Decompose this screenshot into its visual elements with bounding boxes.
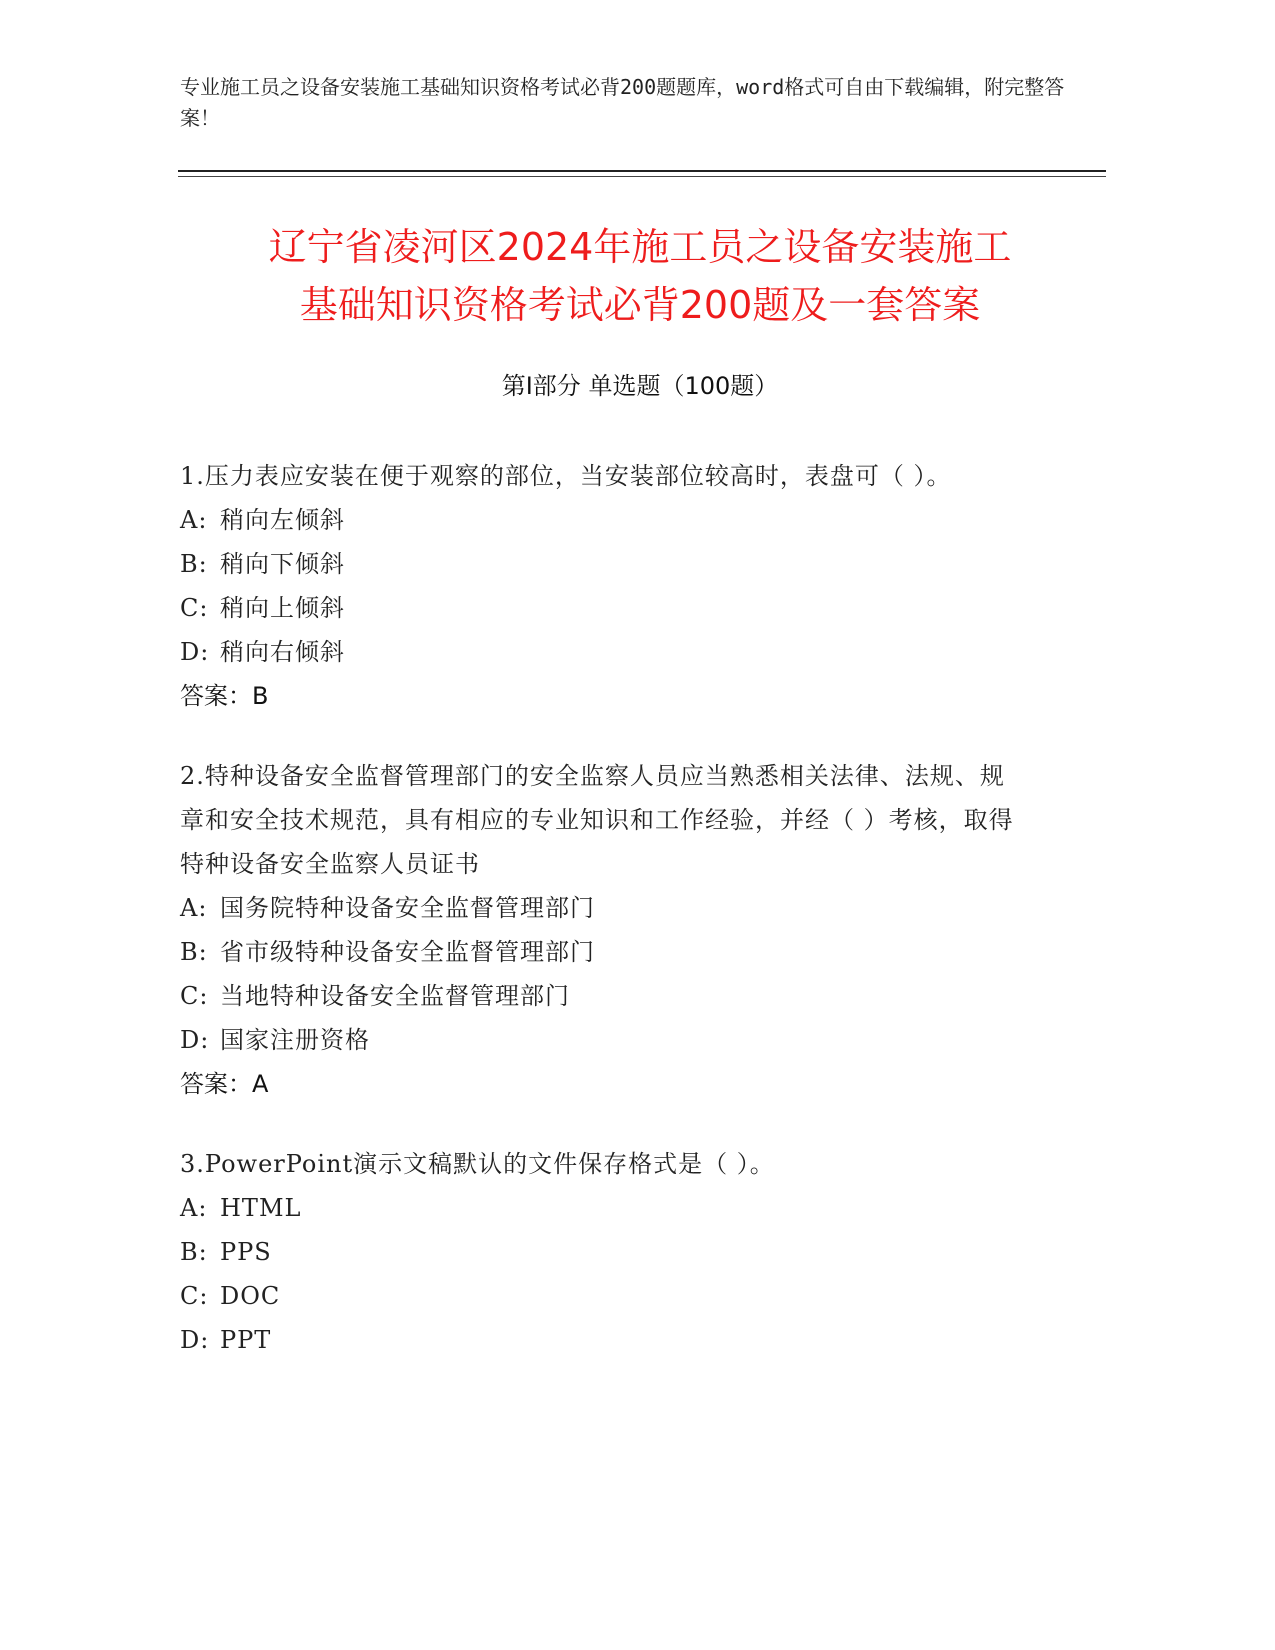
option-b: [180, 1230, 1020, 1274]
option-text: 稍向左倾斜: [220, 506, 345, 534]
question-1: [180, 454, 1020, 718]
option-text: 当地特种设备安全监督管理部门: [220, 982, 570, 1010]
option-text: 稍向上倾斜: [220, 594, 345, 622]
question-2: [180, 754, 1020, 1106]
option-c: [180, 586, 1020, 630]
answer-line: 答案：B: [180, 682, 269, 710]
option-key: B:: [180, 938, 208, 966]
option-text: 国务院特种设备安全监督管理部门: [220, 894, 595, 922]
option-a: [180, 1186, 1020, 1230]
option-a: [180, 498, 1020, 542]
option-d: [180, 1318, 1020, 1362]
option-d: [180, 630, 1020, 674]
option-text: PPS: [220, 1238, 272, 1266]
option-b: [180, 930, 1020, 974]
document-title-line-2: 基础知识资格考试必背200题及一套答案: [299, 283, 981, 327]
option-key: A:: [180, 1194, 208, 1222]
section-heading: 第Ⅰ部分 单选题（100题）: [501, 372, 779, 400]
option-key: D:: [180, 638, 210, 666]
option-b: [180, 542, 1020, 586]
option-a: [180, 886, 1020, 930]
question-stem: 3.PowerPoint演示文稿默认的文件保存格式是（ ）。: [180, 1150, 775, 1178]
option-text: 省市级特种设备安全监督管理部门: [220, 938, 595, 966]
option-key: A:: [180, 506, 208, 534]
question-stem: 2.特种设备安全监督管理部门的安全监察人员应当熟悉相关法律、法规、规章和安全技术规范，具有相应的专业知识和工作经验，并经（ ）考核，取得特种设备安全监察人员证书: [180, 762, 1014, 878]
option-key: D:: [180, 1026, 210, 1054]
header-rule-thick: [178, 170, 1106, 172]
question-stem: 1.压力表应安装在便于观察的部位，当安装部位较高时，表盘可（ ）。: [180, 462, 952, 490]
header-rule-thin: [178, 176, 1106, 177]
question-3: [180, 1142, 1020, 1362]
option-key: B:: [180, 550, 208, 578]
question-list: [180, 454, 1020, 1398]
header-note: 专业施工员之设备安装施工基础知识资格考试必背200题题库，word格式可自由下载编辑，附完整答案！: [180, 75, 1065, 130]
document-title: [140, 218, 1140, 334]
option-text: DOC: [220, 1282, 281, 1310]
answer-line: 答案：A: [180, 1070, 269, 1098]
option-key: D:: [180, 1326, 210, 1354]
option-key: C:: [180, 982, 209, 1010]
option-text: HTML: [220, 1194, 302, 1222]
option-key: C:: [180, 594, 209, 622]
option-c: [180, 974, 1020, 1018]
option-d: [180, 1018, 1020, 1062]
document-title-line-1: 辽宁省凌河区2024年施工员之设备安装施工: [268, 225, 1012, 269]
option-c: [180, 1274, 1020, 1318]
option-text: 稍向右倾斜: [220, 638, 345, 666]
option-text: 国家注册资格: [220, 1026, 370, 1054]
option-text: PPT: [220, 1326, 272, 1354]
option-key: C:: [180, 1282, 209, 1310]
option-key: B:: [180, 1238, 208, 1266]
option-text: 稍向下倾斜: [220, 550, 345, 578]
option-key: A:: [180, 894, 208, 922]
